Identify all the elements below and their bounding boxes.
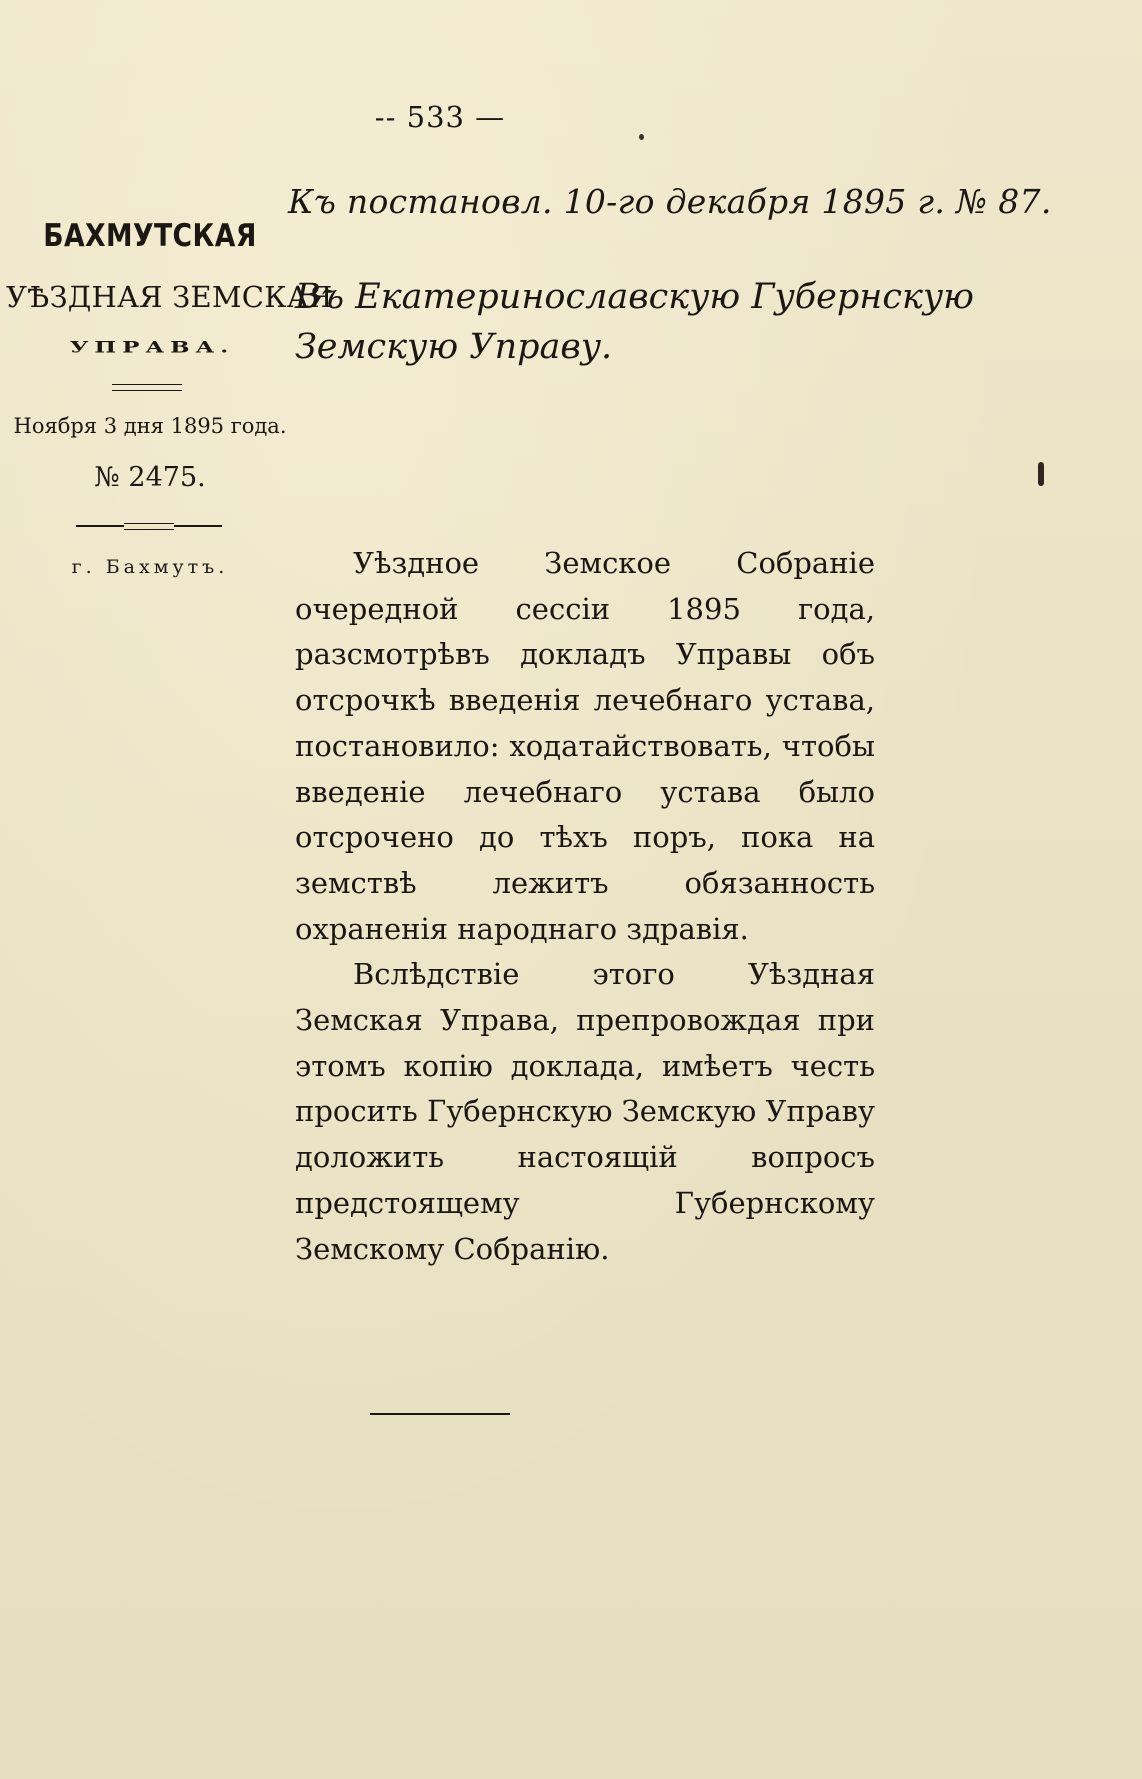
- sender-subtitle: УѢЗДНАЯ ЗЕМСКАЯ: [6, 280, 333, 314]
- resolution-reference: Къ постановл. 10-го декабря 1895 г. № 87.: [288, 182, 1052, 221]
- recipient-line: Земскую Управу.: [295, 327, 613, 367]
- sender-office: УПРАВА.: [69, 338, 235, 357]
- divider: [124, 523, 174, 530]
- document-date: Ноября 3 дня 1895 года.: [13, 414, 287, 438]
- body-paragraph: Уѣздное Земское Собраніе очередной сессіи 1895 года, разсмотрѣвъ докладъ Управы объ отсрочкѣ введенія лечебнаго устава, постановило: ходатайствовать, чтобы введеніе лечебнаго устава было отсрочено до тѣхъ поръ, пока на земствѣ лежитъ обязанность охраненія народнаго здравія.: [295, 546, 875, 946]
- divider: [112, 384, 182, 391]
- document-number: № 2475.: [94, 462, 206, 493]
- recipient-address: [295, 272, 974, 372]
- letter-body: [295, 541, 875, 1272]
- body-paragraph: Вслѣдствіе этого Уѣздная Земская Управа, препровождая при этомъ копію доклада, имѣетъ честь просить Губернскую Земскую Управу доложить настоящій вопросъ предстоящему Губернскому Земскому Собранію.: [295, 957, 875, 1266]
- recipient-line: Въ Екатеринославскую Губернскую: [295, 277, 974, 317]
- end-divider: [370, 1413, 510, 1415]
- sender-name: БАХМУТСКАЯ: [43, 218, 257, 254]
- ink-spot: [1038, 462, 1044, 486]
- document-city: г. Бахмутъ.: [71, 556, 229, 578]
- ink-spot: [639, 134, 644, 140]
- page-number: -- 533 —: [374, 100, 506, 134]
